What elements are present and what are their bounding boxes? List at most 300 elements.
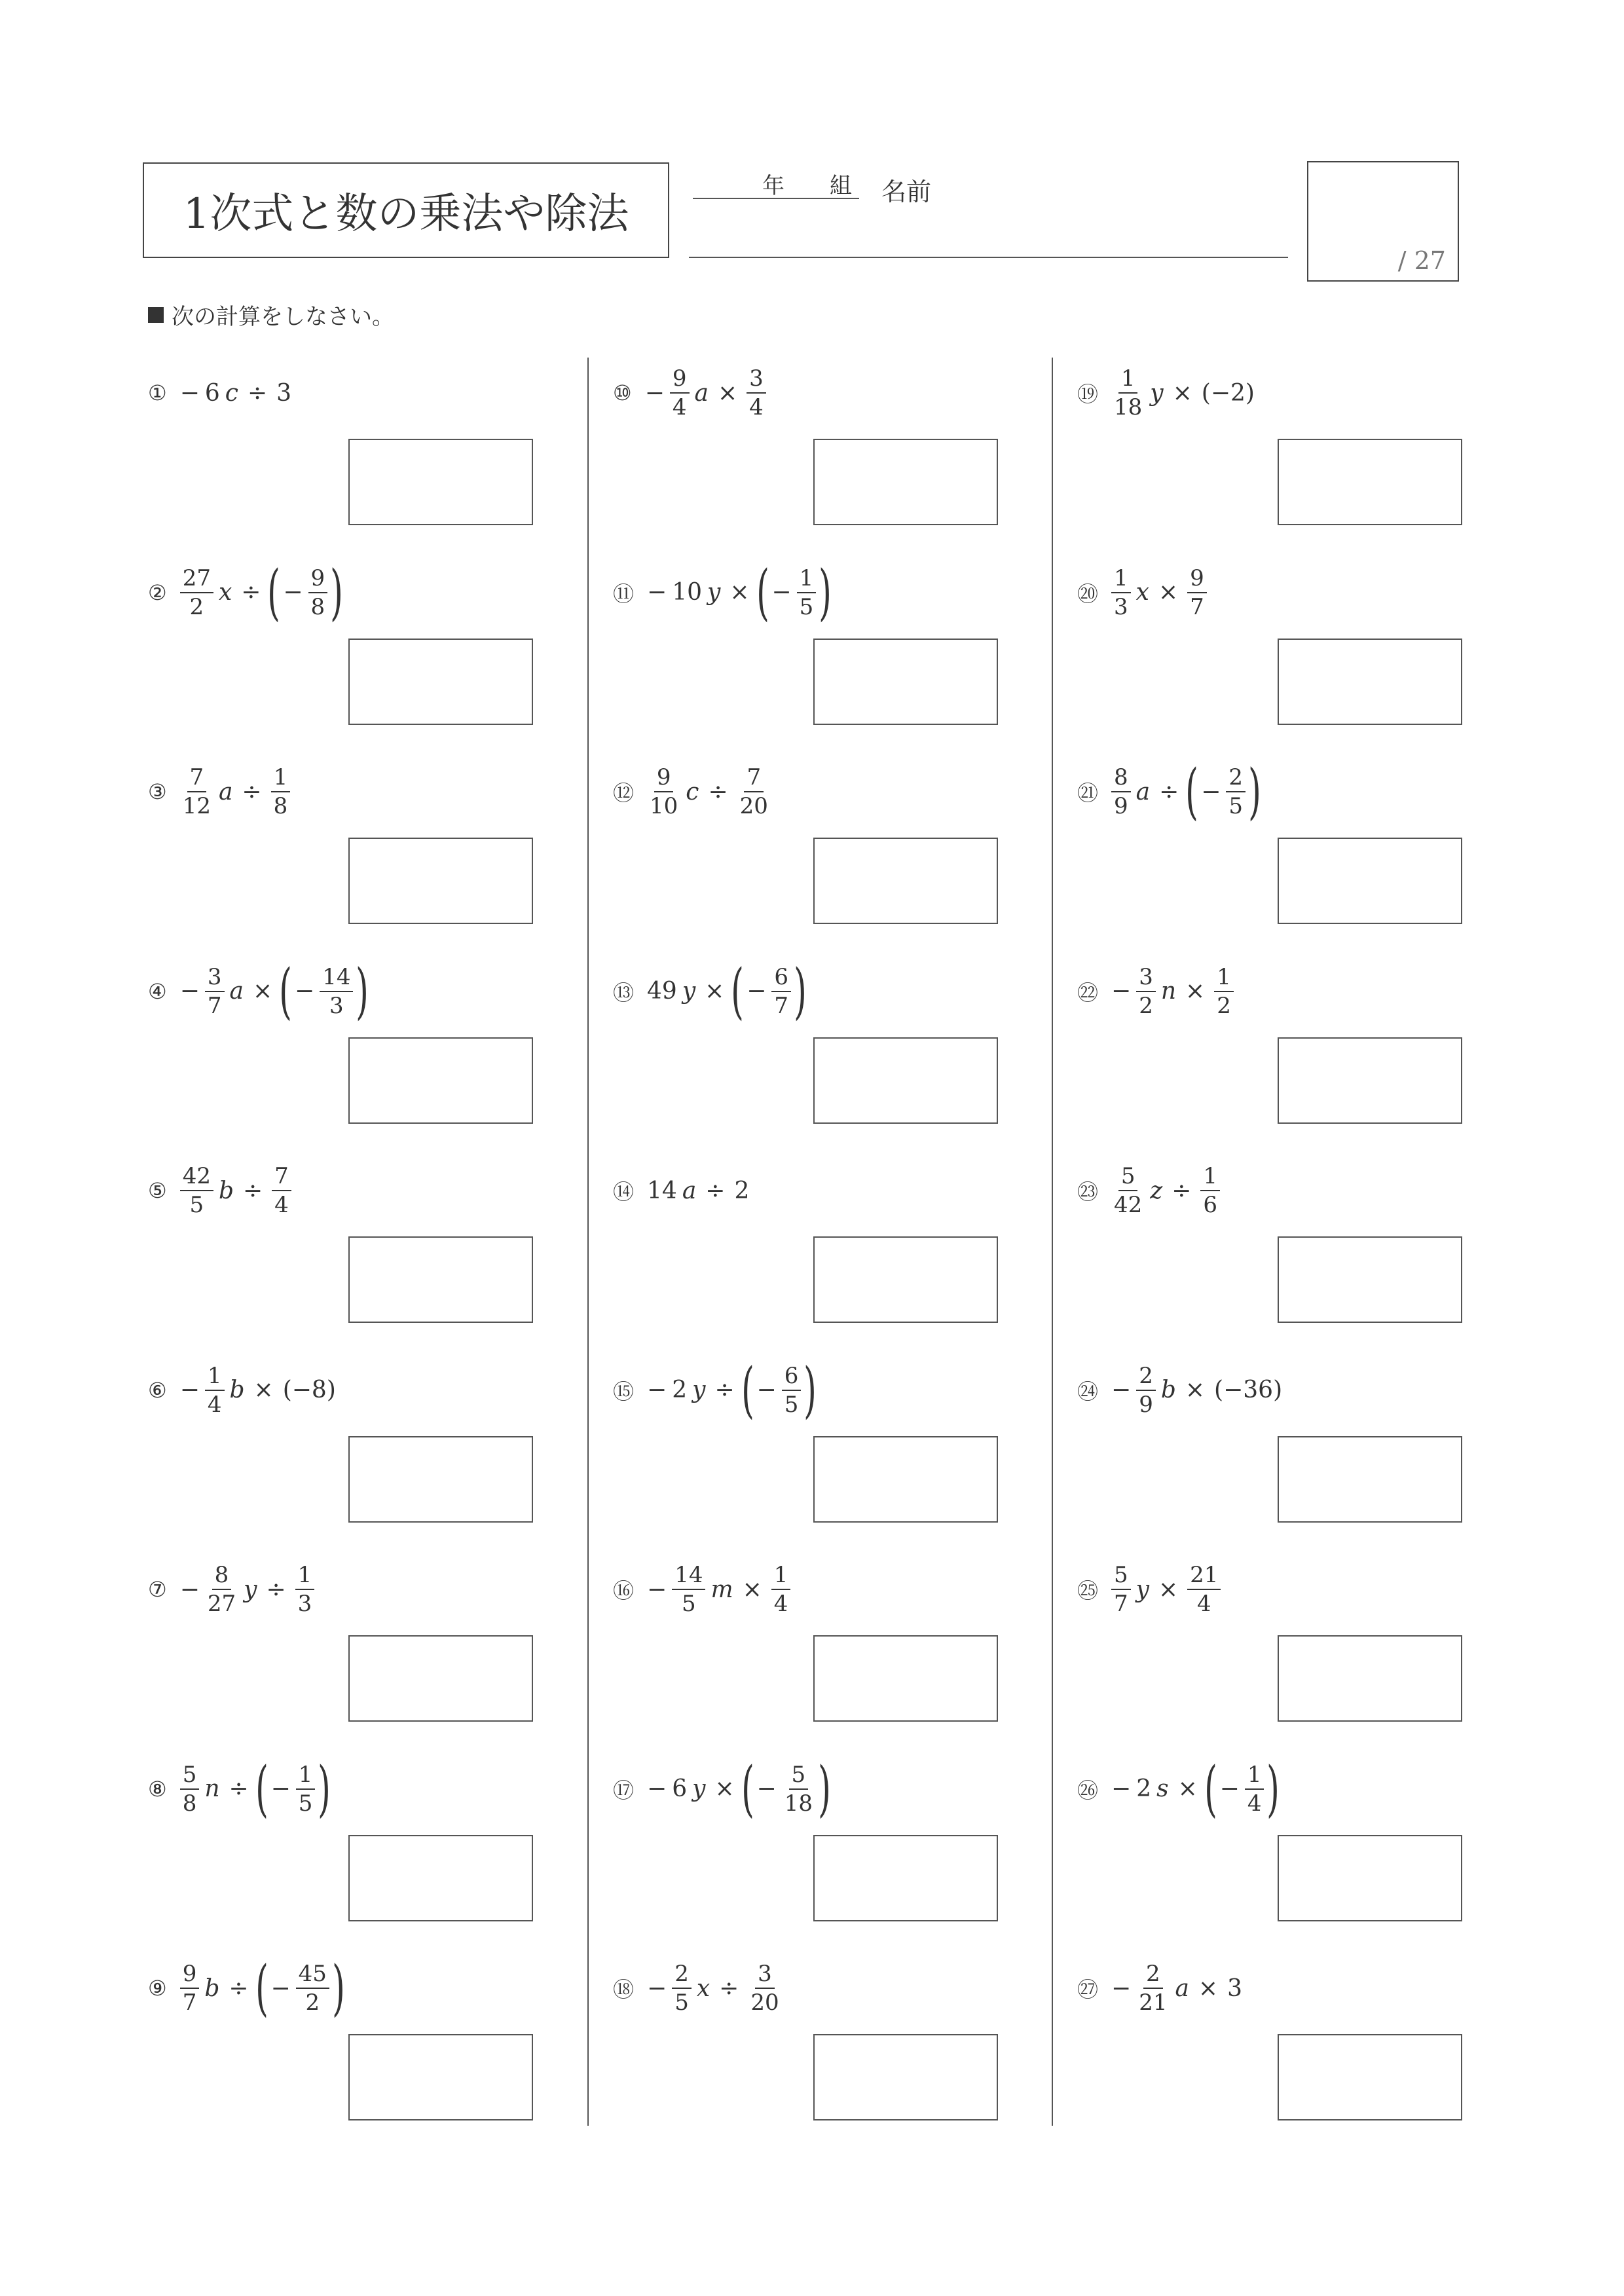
problem-expression bbox=[613, 752, 773, 831]
problem-expression bbox=[1077, 752, 1261, 831]
problem-item bbox=[1077, 1949, 1509, 2148]
term: 49 bbox=[647, 978, 677, 1005]
problem-number: ⑦ bbox=[148, 1577, 167, 1602]
problem-expression bbox=[613, 1550, 793, 1629]
operator: ÷ bbox=[705, 1177, 726, 1204]
worksheet-title-text: 1次式と数の乗法や除法 bbox=[183, 190, 629, 238]
fraction-numerator: 9 bbox=[180, 1963, 200, 1989]
problem-number: ㉓ bbox=[1077, 1179, 1099, 1204]
problem-item bbox=[148, 1949, 580, 2148]
fraction-numerator: 1 bbox=[771, 1564, 791, 1590]
variable: a bbox=[1135, 778, 1151, 805]
fraction bbox=[771, 1564, 791, 1615]
operator: ÷ bbox=[708, 778, 728, 805]
variable: a bbox=[1175, 1974, 1189, 2002]
fraction bbox=[647, 766, 680, 817]
operator: × bbox=[717, 379, 738, 407]
problem-expression bbox=[613, 1750, 831, 1828]
operator: ÷ bbox=[719, 1974, 739, 2002]
fraction-numerator: 6 bbox=[771, 966, 791, 992]
fraction bbox=[180, 766, 213, 817]
problem-number: ⑤ bbox=[148, 1178, 167, 1203]
fraction bbox=[272, 1165, 291, 1216]
fraction bbox=[271, 766, 291, 817]
variable: y bbox=[1135, 1576, 1149, 1603]
answer-box[interactable] bbox=[1278, 1835, 1462, 1921]
problem-item bbox=[613, 1550, 1045, 1749]
problem-number: ② bbox=[148, 580, 167, 605]
answer-box[interactable] bbox=[813, 838, 998, 924]
answer-box[interactable] bbox=[1278, 2034, 1462, 2120]
term: − bbox=[283, 579, 303, 606]
variable: y bbox=[692, 1775, 706, 1802]
fraction-denominator: 12 bbox=[182, 793, 211, 819]
problem-item bbox=[148, 1550, 580, 1749]
fraction-denominator: 8 bbox=[273, 793, 288, 819]
problem-item bbox=[148, 354, 580, 553]
fraction-numerator: 1 bbox=[1245, 1764, 1264, 1790]
operator: × bbox=[742, 1576, 762, 1603]
operator: × bbox=[705, 978, 725, 1005]
problem-expression bbox=[148, 1750, 331, 1828]
problem-number: ⑯ bbox=[613, 1578, 635, 1603]
answer-box[interactable] bbox=[813, 439, 998, 525]
fraction-numerator: 1 bbox=[295, 1564, 315, 1590]
term: 3 bbox=[276, 379, 292, 407]
problem-expression bbox=[148, 1151, 294, 1230]
problem-item bbox=[148, 752, 580, 952]
problem-number: ⑥ bbox=[148, 1377, 167, 1403]
answer-box[interactable] bbox=[348, 439, 533, 525]
answer-box[interactable] bbox=[348, 1037, 533, 1124]
fraction-denominator: 4 bbox=[1247, 1790, 1262, 1817]
fraction-numerator: 3 bbox=[755, 1963, 775, 1989]
operator: ÷ bbox=[266, 1576, 286, 1603]
fraction-numerator: 7 bbox=[272, 1165, 291, 1191]
fraction-denominator: 3 bbox=[297, 1591, 312, 1617]
answer-box[interactable] bbox=[1278, 1037, 1462, 1124]
class-label: 組 bbox=[830, 173, 852, 199]
term: 14 bbox=[647, 1177, 677, 1204]
fraction-denominator: 5 bbox=[799, 593, 814, 620]
fraction-denominator: 2 bbox=[189, 593, 204, 620]
fraction-numerator: 6 bbox=[782, 1365, 802, 1391]
right-paren: ) bbox=[818, 1753, 831, 1824]
fraction bbox=[1226, 766, 1246, 817]
square-bullet-icon bbox=[148, 307, 164, 323]
problem-number: ㉑ bbox=[1077, 781, 1099, 805]
fraction bbox=[1245, 1761, 1264, 1817]
fraction-denominator: 2 bbox=[305, 1990, 320, 2016]
term: − bbox=[756, 1775, 777, 1802]
fraction-numerator: 9 bbox=[670, 367, 690, 394]
right-paren: ) bbox=[803, 1354, 817, 1425]
right-paren: ) bbox=[356, 955, 369, 1026]
term: − bbox=[756, 1377, 777, 1403]
fraction-numerator: 3 bbox=[1136, 966, 1156, 992]
operator: ÷ bbox=[229, 1775, 249, 1802]
answer-box[interactable] bbox=[813, 1635, 998, 1722]
term: − bbox=[647, 1576, 667, 1603]
fraction-denominator: 3 bbox=[1114, 593, 1128, 620]
answer-box[interactable] bbox=[348, 838, 533, 924]
variable: s bbox=[1156, 1775, 1169, 1802]
term: − bbox=[295, 978, 315, 1005]
term: − bbox=[1201, 778, 1221, 805]
fraction bbox=[1111, 367, 1145, 418]
fraction-denominator: 10 bbox=[650, 793, 678, 819]
fraction-numerator: 5 bbox=[180, 1764, 200, 1790]
operator: ÷ bbox=[243, 1177, 263, 1204]
fraction bbox=[748, 1963, 781, 2014]
operator: × bbox=[1177, 1775, 1198, 1802]
problem-expression bbox=[613, 1949, 784, 2028]
problem-number: ㉗ bbox=[1077, 1977, 1099, 2002]
problem-expression bbox=[1077, 553, 1209, 632]
fraction-numerator: 5 bbox=[1118, 1165, 1138, 1191]
problem-number: ⑨ bbox=[148, 1976, 167, 2001]
left-paren: ( bbox=[741, 1354, 754, 1425]
fraction-numerator: 9 bbox=[654, 766, 674, 792]
fraction-denominator: 4 bbox=[749, 394, 764, 420]
variable: y bbox=[707, 579, 721, 606]
problem-expression bbox=[1077, 1550, 1223, 1629]
operator: ÷ bbox=[247, 379, 268, 407]
fraction-numerator: 3 bbox=[205, 966, 225, 992]
fraction-denominator: 2 bbox=[1217, 992, 1231, 1019]
left-paren: ( bbox=[1204, 1753, 1217, 1824]
variable: b bbox=[204, 1974, 220, 2002]
left-paren: ( bbox=[731, 955, 745, 1026]
fraction-denominator: 2 bbox=[1139, 992, 1153, 1019]
instruction-text: 次の計算をしなさい。 bbox=[172, 304, 394, 330]
answer-box[interactable] bbox=[348, 2034, 533, 2120]
variable: a bbox=[682, 1177, 697, 1204]
problem-expression bbox=[1077, 1750, 1280, 1828]
fraction-numerator: 42 bbox=[180, 1165, 213, 1191]
problem-expression bbox=[148, 1351, 339, 1430]
term: − bbox=[1111, 1377, 1132, 1403]
problem-number: ③ bbox=[148, 779, 167, 804]
term: − bbox=[771, 579, 792, 606]
operator: × bbox=[1158, 1576, 1179, 1603]
fraction-numerator: 9 bbox=[308, 567, 328, 593]
year-label: 年 bbox=[762, 173, 784, 199]
answer-box[interactable] bbox=[813, 639, 998, 725]
operator: × bbox=[729, 579, 750, 606]
problem-expression bbox=[613, 952, 807, 1031]
variable: y bbox=[682, 978, 696, 1005]
score-box[interactable] bbox=[1307, 161, 1459, 282]
variable: x bbox=[696, 1974, 710, 2002]
fraction-denominator: 5 bbox=[674, 1990, 689, 2016]
problem-item bbox=[613, 1949, 1045, 2148]
answer-box[interactable] bbox=[1278, 439, 1462, 525]
problem-expression bbox=[148, 354, 294, 432]
fraction-denominator: 5 bbox=[682, 1591, 696, 1617]
fraction-denominator: 5 bbox=[1228, 793, 1244, 819]
fraction-numerator: 8 bbox=[1111, 766, 1131, 792]
problem-number: ⑫ bbox=[613, 781, 635, 805]
fraction bbox=[1187, 1564, 1221, 1615]
problem-number: ⑲ bbox=[1077, 382, 1099, 407]
operator: × bbox=[1185, 978, 1206, 1005]
problem-item bbox=[1077, 354, 1509, 553]
year-class-line[interactable] bbox=[693, 198, 859, 199]
fraction-numerator: 7 bbox=[187, 766, 207, 792]
fraction-numerator: 1 bbox=[1111, 567, 1131, 593]
answer-box[interactable] bbox=[1278, 1635, 1462, 1722]
fraction-numerator: 1 bbox=[1118, 367, 1138, 394]
term: − bbox=[647, 579, 667, 606]
fraction-denominator: 4 bbox=[274, 1192, 289, 1218]
answer-box[interactable] bbox=[1278, 639, 1462, 725]
operator: × bbox=[1198, 1974, 1219, 2002]
operator: ÷ bbox=[714, 1377, 735, 1403]
problem-item bbox=[613, 354, 1045, 553]
operator: × bbox=[253, 1377, 274, 1403]
fraction-numerator: 1 bbox=[205, 1365, 225, 1391]
term: − bbox=[179, 379, 200, 407]
answer-box[interactable] bbox=[1278, 838, 1462, 924]
right-paren: ) bbox=[330, 557, 343, 627]
problem-expression bbox=[1077, 1949, 1245, 2028]
fraction-numerator: 5 bbox=[789, 1764, 809, 1790]
problem-number: ⑳ bbox=[1077, 581, 1099, 606]
problem-number: ⑬ bbox=[613, 980, 635, 1005]
answer-box[interactable] bbox=[348, 1236, 533, 1323]
problem-expression bbox=[148, 752, 293, 831]
fraction-denominator: 20 bbox=[750, 1990, 779, 2016]
fraction bbox=[782, 1362, 802, 1418]
fraction-numerator: 1 bbox=[271, 766, 291, 792]
operator: × bbox=[252, 978, 273, 1005]
left-paren: ( bbox=[741, 1753, 754, 1824]
fraction-numerator: 2 bbox=[672, 1963, 692, 1989]
fraction bbox=[180, 1761, 200, 1817]
fraction bbox=[1187, 567, 1207, 618]
fraction-numerator: 8 bbox=[212, 1564, 232, 1590]
problem-number: ㉔ bbox=[1077, 1379, 1099, 1404]
term: 3 bbox=[1227, 1974, 1242, 2002]
fraction bbox=[320, 963, 353, 1019]
problem-number: ① bbox=[148, 380, 167, 405]
fraction-denominator: 7 bbox=[1114, 1591, 1128, 1617]
operator: ÷ bbox=[242, 778, 262, 805]
answer-box[interactable] bbox=[813, 1236, 998, 1323]
variable: n bbox=[1160, 978, 1177, 1005]
fraction bbox=[771, 963, 791, 1019]
problem-expression bbox=[148, 553, 343, 632]
variable: c bbox=[225, 379, 238, 407]
problem-number: ⑩ bbox=[613, 380, 632, 405]
variable: c bbox=[686, 778, 699, 805]
problem-expression bbox=[613, 354, 769, 432]
fraction-denominator: 6 bbox=[1203, 1192, 1218, 1218]
fraction-denominator: 5 bbox=[189, 1192, 204, 1218]
problem-item bbox=[1077, 952, 1509, 1151]
fraction bbox=[1136, 1963, 1170, 2014]
answer-box[interactable] bbox=[1278, 1236, 1462, 1323]
term: − bbox=[179, 1377, 200, 1403]
problem-item bbox=[148, 1151, 580, 1350]
fraction-denominator: 9 bbox=[1114, 793, 1128, 819]
fraction-denominator: 8 bbox=[310, 593, 325, 620]
fraction bbox=[1136, 1362, 1156, 1418]
left-paren: ( bbox=[255, 1753, 268, 1824]
problem-item bbox=[1077, 752, 1509, 952]
answer-box[interactable] bbox=[1278, 1436, 1462, 1523]
left-paren: ( bbox=[756, 557, 769, 627]
problem-expression bbox=[613, 1351, 817, 1430]
problem-expression bbox=[148, 1550, 317, 1629]
operator: ÷ bbox=[1159, 778, 1179, 805]
fraction-numerator: 2 bbox=[1136, 1365, 1156, 1391]
fraction bbox=[1111, 766, 1131, 817]
fraction-numerator: 21 bbox=[1187, 1564, 1221, 1590]
problem-item bbox=[613, 1151, 1045, 1350]
problem-expression bbox=[148, 952, 369, 1031]
fraction-denominator: 20 bbox=[739, 793, 768, 819]
variable: b bbox=[1160, 1377, 1176, 1403]
term: − bbox=[1111, 978, 1132, 1005]
problem-item bbox=[613, 752, 1045, 952]
term: (−36) bbox=[1214, 1377, 1283, 1403]
answer-box[interactable] bbox=[813, 1436, 998, 1523]
term: − bbox=[1111, 1974, 1132, 2002]
term: − bbox=[647, 1775, 667, 1802]
problem-item bbox=[1077, 1351, 1509, 1550]
term: 10 bbox=[672, 579, 702, 606]
fraction-numerator: 9 bbox=[1187, 567, 1207, 593]
fraction bbox=[205, 1564, 238, 1615]
student-info-area bbox=[689, 162, 1288, 261]
fraction-numerator: 1 bbox=[1200, 1165, 1220, 1191]
fraction bbox=[180, 1963, 200, 2014]
term: − bbox=[644, 379, 665, 407]
variable: m bbox=[710, 1576, 733, 1603]
fraction bbox=[1111, 1165, 1145, 1216]
fraction-numerator: 1 bbox=[1214, 966, 1234, 992]
fraction-numerator: 2 bbox=[1143, 1963, 1163, 1989]
term: 6 bbox=[672, 1775, 688, 1802]
term: 2 bbox=[1136, 1775, 1152, 1802]
fraction bbox=[672, 1564, 705, 1615]
problem-number: ⑧ bbox=[148, 1776, 167, 1802]
fraction bbox=[180, 1165, 213, 1216]
problem-expression bbox=[148, 1949, 345, 2028]
term: − bbox=[647, 1377, 667, 1403]
fraction-denominator: 3 bbox=[329, 992, 344, 1019]
answer-box[interactable] bbox=[813, 1835, 998, 1921]
answer-box[interactable] bbox=[813, 1037, 998, 1124]
fraction bbox=[670, 367, 690, 418]
variable: a bbox=[218, 778, 233, 805]
right-paren: ) bbox=[318, 1753, 331, 1824]
answer-box[interactable] bbox=[813, 2034, 998, 2120]
fraction bbox=[747, 367, 766, 418]
name-line[interactable] bbox=[689, 257, 1288, 258]
problem-number: ④ bbox=[148, 978, 167, 1004]
right-paren: ) bbox=[819, 557, 832, 627]
problem-number: ⑰ bbox=[613, 1777, 635, 1803]
fraction bbox=[672, 1963, 692, 2014]
term: 2 bbox=[672, 1377, 688, 1403]
problem-number: ㉒ bbox=[1077, 980, 1099, 1005]
variable: x bbox=[218, 579, 232, 606]
fraction-numerator: 5 bbox=[1111, 1564, 1131, 1590]
variable: y bbox=[244, 1576, 257, 1603]
fraction-denominator: 7 bbox=[774, 992, 789, 1019]
problem-number: ㉕ bbox=[1077, 1578, 1099, 1603]
term: (−8) bbox=[282, 1377, 336, 1403]
fraction-numerator: 1 bbox=[797, 567, 817, 593]
variable: a bbox=[229, 978, 244, 1005]
fraction-denominator: 4 bbox=[672, 394, 687, 420]
problem-expression bbox=[613, 553, 832, 632]
fraction bbox=[797, 567, 817, 618]
problem-number: ⑱ bbox=[613, 1977, 635, 2002]
answer-box[interactable] bbox=[348, 1835, 533, 1921]
fraction-denominator: 5 bbox=[298, 1790, 313, 1817]
problem-item bbox=[613, 952, 1045, 1151]
right-paren: ) bbox=[331, 1953, 345, 2023]
column-divider bbox=[587, 358, 589, 2126]
variable: y bbox=[692, 1377, 706, 1403]
fraction-denominator: 7 bbox=[182, 1990, 197, 2016]
problem-item bbox=[148, 553, 580, 752]
answer-box[interactable] bbox=[348, 639, 533, 725]
operator: × bbox=[1158, 579, 1179, 606]
variable: y bbox=[1150, 379, 1164, 407]
fraction-numerator: 45 bbox=[296, 1963, 329, 1989]
problem-number: ⑪ bbox=[613, 581, 635, 606]
fraction bbox=[180, 567, 213, 618]
fraction bbox=[296, 1761, 316, 1817]
worksheet-title bbox=[143, 162, 669, 258]
answer-box[interactable] bbox=[348, 1635, 533, 1722]
fraction-denominator: 8 bbox=[182, 1790, 197, 1817]
problem-expression bbox=[1077, 952, 1236, 1031]
term: − bbox=[1111, 1775, 1132, 1802]
answer-box[interactable] bbox=[348, 1436, 533, 1523]
fraction bbox=[1200, 1165, 1220, 1216]
fraction bbox=[782, 1761, 815, 1817]
problem-item bbox=[1077, 1151, 1509, 1350]
term: − bbox=[647, 1974, 667, 2002]
instruction bbox=[148, 299, 394, 331]
fraction bbox=[308, 567, 328, 618]
fraction-denominator: 7 bbox=[1190, 593, 1204, 620]
fraction bbox=[1136, 963, 1156, 1019]
problem-item bbox=[1077, 1550, 1509, 1749]
fraction bbox=[1214, 963, 1234, 1019]
fraction-denominator: 5 bbox=[784, 1391, 799, 1418]
operator: ÷ bbox=[229, 1974, 249, 2002]
right-paren: ) bbox=[1266, 1753, 1280, 1824]
left-paren: ( bbox=[255, 1953, 268, 2023]
fraction-numerator: 1 bbox=[296, 1764, 316, 1790]
fraction-denominator: 21 bbox=[1139, 1990, 1168, 2016]
fraction-denominator: 27 bbox=[207, 1591, 236, 1617]
fraction-numerator: 7 bbox=[744, 766, 764, 792]
fraction-denominator: 4 bbox=[1196, 1591, 1211, 1617]
column-divider bbox=[1052, 358, 1053, 2126]
left-paren: ( bbox=[279, 955, 292, 1026]
fraction bbox=[295, 1564, 315, 1615]
problem-expression bbox=[1077, 1151, 1223, 1230]
term: − bbox=[1219, 1775, 1240, 1802]
